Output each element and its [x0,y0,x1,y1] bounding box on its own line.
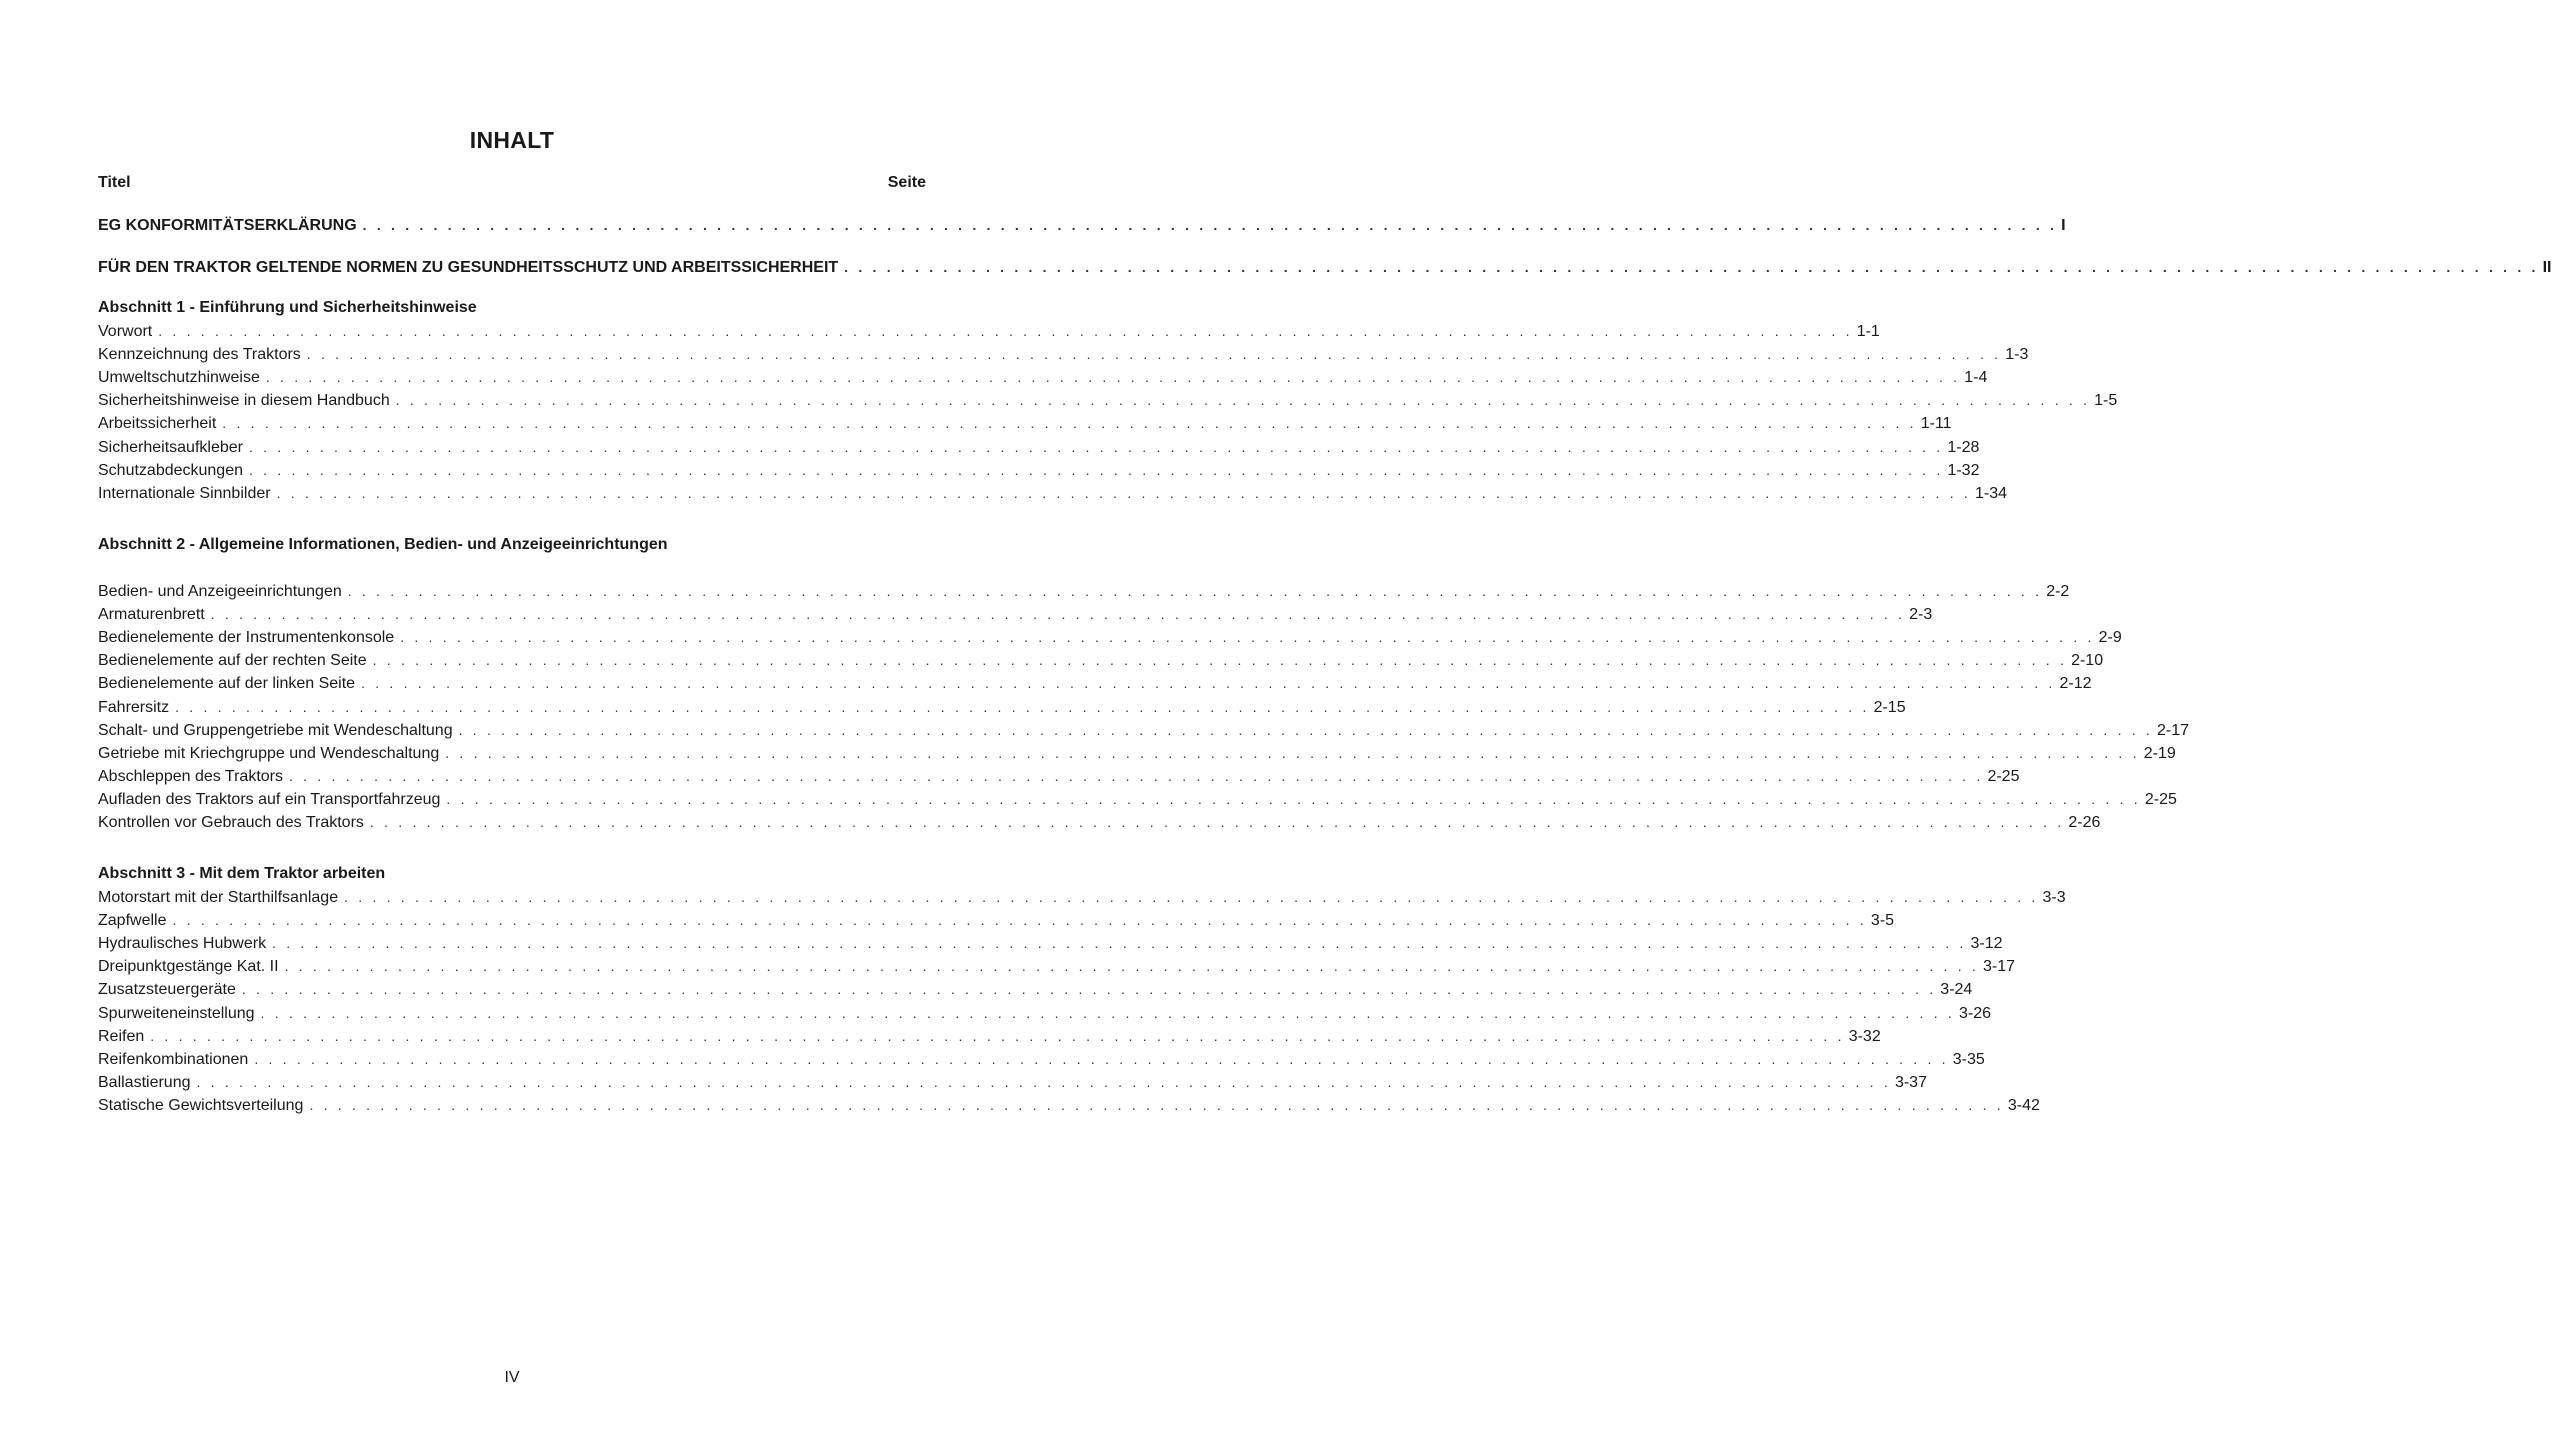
dot-leader: . . . . . . . . . . . . . . . . . . . . . . . . . . . . . . . . . . . . . . . . . . . . . . . . . . . . . . . . . . . . . . . . . . . . . . . . . . . . . . . . . . . . . . . . . . . . . . . . . . . . . . . . . . . . . . . . . . . . . . . . [400,629,2095,645]
dot-leader: . . . . . . . . . . . . . . . . . . . . . . . . . . . . . . . . . . . . . . . . . . . . . . . . . . . . . . . . . . . . . . . . . . . . . . . . . . . . . . . . . . . . . . . . . . . . . . . . . . . . . . . . . . . . . . . . . . . . . . . . [362,217,2058,233]
dot-leader: . . . . . . . . . . . . . . . . . . . . . . . . . . . . . . . . . . . . . . . . . . . . . . . . . . . . . . . . . . . . . . . . . . . . . . . . . . . . . . . . . . . . . . . . . . . . . . . . . . . . . . . . . . . . . . . . . . . . . . . . [265,369,1961,385]
toc-entry[interactable] [98,811,2101,833]
toc-entry-label: Zusatzsteuergeräte [98,981,236,998]
toc-entry-page: 3-17 [1983,958,2016,975]
toc-entry-page: 2-9 [2098,629,2122,646]
toc-entry[interactable] [98,932,2003,954]
toc-entry[interactable] [98,482,2008,504]
dot-leader: . . . . . . . . . . . . . . . . . . . . . . . . . . . . . . . . . . . . . . . . . . . . . . . . . . . . . . . . . . . . . . . . . . . . . . . . . . . . . . . . . . . . . . . . . . . . . . . . . . . . . . . . . . . . . . . . . . . . . . . . [158,323,1853,339]
toc-entry-label: Abschleppen des Traktors [98,768,283,785]
toc-entry[interactable] [98,649,2104,671]
toc-entry[interactable] [98,580,2070,602]
toc-entry[interactable] [98,1048,1985,1070]
toc-entry-page: 1-5 [2094,392,2118,409]
toc-entry-label: Getriebe mit Kriechgruppe und Wendeschaltung [98,745,440,762]
dot-leader: . . . . . . . . . . . . . . . . . . . . . . . . . . . . . . . . . . . . . . . . . . . . . . . . . . . . . . . . . . . . . . . . . . . . . . . . . . . . . . . . . . . . . . . . . . . . . . . . . . . . . . . . . . . . . . . . . . . . . . . . [222,415,1917,431]
dot-leader: . . . . . . . . . . . . . . . . . . . . . . . . . . . . . . . . . . . . . . . . . . . . . . . . . . . . . . . . . . . . . . . . . . . . . . . . . . . . . . . . . . . . . . . . . . . . . . . . . . . . . . . . . . . . . . . . . . . . . . . . [172,912,1867,928]
toc-entry-page: 3-3 [2042,889,2066,906]
dot-leader: . . . . . . . . . . . . . . . . . . . . . . . . . . . . . . . . . . . . . . . . . . . . . . . . . . . . . . . . . . . . . . . . . . . . . . . . . . . . . . . . . . . . . . . . . . . . . . . . . . . . . . . . . . . . . . . . . . . . . . . . [248,439,1944,455]
toc-entry[interactable] [98,436,1980,458]
page-title: INHALT [469,127,555,153]
toc-entry-label: Aufladen des Traktors auf ein Transportfahrzeug [98,791,441,808]
toc-entry-label: Hydraulisches Hubwerk [98,935,267,952]
toc-entry-page: 2-12 [2059,675,2092,692]
toc-entry[interactable] [98,909,1895,931]
toc-entry[interactable] [98,765,2020,787]
toc-entry-label: Kennzeichnung des Traktors [98,346,301,363]
dot-leader: . . . . . . . . . . . . . . . . . . . . . . . . . . . . . . . . . . . . . . . . . . . . . . . . . . . . . . . . . . . . . . . . . . . . . . . . . . . . . . . . . . . . . . . . . . . . . . . . . . . . . . . . . . . . . . . . . . . . . . . . [150,1028,1845,1044]
toc-entry-page: 2-25 [1987,768,2020,785]
dot-leader: . . . . . . . . . . . . . . . . . . . . . . . . . . . . . . . . . . . . . . . . . . . . . . . . . . . . . . . . . . . . . . . . . . . . . . . . . . . . . . . . . . . . . . . . . . . . . . . . . . . . . . . . . . . . . . . . . . . . . . . . [844,259,2539,275]
dot-leader: . . . . . . . . . . . . . . . . . . . . . . . . . . . . . . . . . . . . . . . . . . . . . . . . . . . . . . . . . . . . . . . . . . . . . . . . . . . . . . . . . . . . . . . . . . . . . . . . . . . . . . . . . . . . . . . . . . . . . . . . [260,1005,1955,1021]
toc-entry-page: 1-32 [1947,462,1980,479]
toc-entry[interactable] [98,696,1906,718]
toc-entry[interactable] [98,389,2118,411]
toc-entry[interactable] [98,603,1933,625]
toc-entry-page: 2-2 [2046,583,2070,600]
toc-entry-label: Internationale Sinnbilder [98,485,271,502]
column-header-page: Seite [887,174,926,191]
toc-entry-label: Fahrersitz [98,699,170,716]
toc-entry-page: 2-19 [2143,745,2176,762]
toc-entry-page: 1-1 [1856,323,1880,340]
toc-entry-label: Umweltschutzhinweise [98,369,260,386]
toc-entry-page: I [2061,217,2066,234]
dot-leader: . . . . . . . . . . . . . . . . . . . . . . . . . . . . . . . . . . . . . . . . . . . . . . . . . . . . . . . . . . . . . . . . . . . . . . . . . . . . . . . . . . . . . . . . . . . . . . . . . . . . . . . . . . . . . . . . . . . . . . . . [284,958,1979,974]
section-heading: Abschnitt 3 - Mit dem Traktor arbeiten [98,865,386,882]
dot-leader: . . . . . . . . . . . . . . . . . . . . . . . . . . . . . . . . . . . . . . . . . . . . . . . . . . . . . . . . . . . . . . . . . . . . . . . . . . . . . . . . . . . . . . . . . . . . . . . . . . . . . . . . . . . . . . . . . . . . . . . . [309,1097,2004,1113]
dot-leader: . . . . . . . . . . . . . . . . . . . . . . . . . . . . . . . . . . . . . . . . . . . . . . . . . . . . . . . . . . . . . . . . . . . . . . . . . . . . . . . . . . . . . . . . . . . . . . . . . . . . . . . . . . . . . . . . . . . . . . . . [372,652,2068,668]
toc-entry-label: Zapfwelle [98,912,167,929]
toc-entry-page: 3-5 [1870,912,1895,929]
toc-entry-page: 2-26 [2068,814,2101,831]
toc-entry[interactable] [98,672,2092,694]
toc-entry-label: Bedienelemente auf der rechten Seite [98,652,367,669]
toc-entry-label: Ballastierung [98,1074,191,1091]
dot-leader: . . . . . . . . . . . . . . . . . . . . . . . . . . . . . . . . . . . . . . . . . . . . . . . . . . . . . . . . . . . . . . . . . . . . . . . . . . . . . . . . . . . . . . . . . . . . . . . . . . . . . . . . . . . . . . . . . . . . . . . . [306,346,2002,362]
toc-entry-page: 3-42 [2007,1097,2040,1114]
column-header-title: Titel [98,174,131,191]
dot-leader: . . . . . . . . . . . . . . . . . . . . . . . . . . . . . . . . . . . . . . . . . . . . . . . . . . . . . . . . . . . . . . . . . . . . . . . . . . . . . . . . . . . . . . . . . . . . . . . . . . . . . . . . . . . . . . . . . . . . . . . . [361,675,2056,691]
toc-entry-label: Kontrollen vor Gebrauch des Traktors [98,814,364,831]
toc-entry-label: Bedien- und Anzeigeeinrichtungen [98,583,342,600]
dot-leader: . . . . . . . . . . . . . . . . . . . . . . . . . . . . . . . . . . . . . . . . . . . . . . . . . . . . . . . . . . . . . . . . . . . . . . . . . . . . . . . . . . . . . . . . . . . . . . . . . . . . . . . . . . . . . . . . . . . . . . . . [241,981,1937,997]
dot-leader: . . . . . . . . . . . . . . . . . . . . . . . . . . . . . . . . . . . . . . . . . . . . . . . . . . . . . . . . . . . . . . . . . . . . . . . . . . . . . . . . . . . . . . . . . . . . . . . . . . . . . . . . . . . . . . . . . . . . . . . . [347,583,2043,599]
dot-leader: . . . . . . . . . . . . . . . . . . . . . . . . . . . . . . . . . . . . . . . . . . . . . . . . . . . . . . . . . . . . . . . . . . . . . . . . . . . . . . . . . . . . . . . . . . . . . . . . . . . . . . . . . . . . . . . . . . . . . . . . [210,606,1906,622]
toc-entry[interactable] [98,742,2176,764]
dot-leader: . . . . . . . . . . . . . . . . . . . . . . . . . . . . . . . . . . . . . . . . . . . . . . . . . . . . . . . . . . . . . . . . . . . . . . . . . . . . . . . . . . . . . . . . . . . . . . . . . . . . . . . . . . . . . . . . . . . . . . . . [289,768,1984,784]
dot-leader: . . . . . . . . . . . . . . . . . . . . . . . . . . . . . . . . . . . . . . . . . . . . . . . . . . . . . . . . . . . . . . . . . . . . . . . . . . . . . . . . . . . . . . . . . . . . . . . . . . . . . . . . . . . . . . . . . . . . . . . . [272,935,1967,951]
toc-entry[interactable] [98,459,1980,481]
toc-entry[interactable] [98,256,2552,278]
toc-entry-page: 2-25 [2144,791,2177,808]
toc-entry-page: 3-12 [1970,935,2003,952]
toc-entry-label: Bedienelemente der Instrumentenkonsole [98,629,395,646]
toc-entry-page: 3-24 [1940,981,1973,998]
toc-entry[interactable] [98,626,2122,648]
toc-entry[interactable] [98,1002,1992,1024]
toc-entry[interactable] [98,1094,2040,1116]
toc-entry-label: Arbeitssicherheit [98,415,217,432]
toc-entry-page: 3-32 [1848,1028,1881,1045]
toc-entry[interactable] [98,366,1988,388]
toc-entry-label: Spurweiteneinstellung [98,1005,255,1022]
section-heading: Abschnitt 1 - Einführung und Sicherheitshinweise [98,299,477,316]
toc-entry-page: 2-3 [1909,606,1933,623]
toc-entry[interactable] [98,788,2177,810]
dot-leader: . . . . . . . . . . . . . . . . . . . . . . . . . . . . . . . . . . . . . . . . . . . . . . . . . . . . . . . . . . . . . . . . . . . . . . . . . . . . . . . . . . . . . . . . . . . . . . . . . . . . . . . . . . . . . . . . . . . . . . . . [344,889,2039,905]
toc-entry-label: Armaturenbrett [98,606,205,623]
toc-entry[interactable] [98,886,2066,908]
toc-entry-page: 2-10 [2071,652,2104,669]
dot-leader: . . . . . . . . . . . . . . . . . . . . . . . . . . . . . . . . . . . . . . . . . . . . . . . . . . . . . . . . . . . . . . . . . . . . . . . . . . . . . . . . . . . . . . . . . . . . . . . . . . . . . . . . . . . . . . . . . . . . . . . . [458,722,2154,738]
toc-entry-page: II [2542,259,2552,276]
toc-entry-label: Dreipunktgestänge Kat. II [98,958,279,975]
toc-entry-label: Statische Gewichtsverteilung [98,1097,304,1114]
toc-entry-label: FÜR DEN TRAKTOR GELTENDE NORMEN ZU GESUNDHEITSSCHUTZ UND ARBEITSSICHERHEIT [98,259,839,276]
toc-entry[interactable] [98,214,2066,236]
toc-entry-label: Bedienelemente auf der linken Seite [98,675,356,692]
toc-entry[interactable] [98,978,1973,1000]
toc-entry[interactable] [98,412,1952,434]
dot-leader: . . . . . . . . . . . . . . . . . . . . . . . . . . . . . . . . . . . . . . . . . . . . . . . . . . . . . . . . . . . . . . . . . . . . . . . . . . . . . . . . . . . . . . . . . . . . . . . . . . . . . . . . . . . . . . . . . . . . . . . . [445,745,2140,761]
toc-entry-page: 1-34 [1975,485,2008,502]
toc-entry-label: Vorwort [98,323,153,340]
column-header [98,174,926,196]
dot-leader: . . . . . . . . . . . . . . . . . . . . . . . . . . . . . . . . . . . . . . . . . . . . . . . . . . . . . . . . . . . . . . . . . . . . . . . . . . . . . . . . . . . . . . . . . . . . . . . . . . . . . . . . . . . . . . . . . . . . . . . . [369,814,2065,830]
dot-leader: . . . . . . . . . . . . . . . . . . . . . . . . . . . . . . . . . . . . . . . . . . . . . . . . . . . . . . . . . . . . . . . . . . . . . . . . . . . . . . . . . . . . . . . . . . . . . . . . . . . . . . . . . . . . . . . . . . . . . . . . [175,699,1870,715]
toc-entry[interactable] [98,343,2029,365]
dot-leader: . . . . . . . . . . . . . . . . . . . . . . . . . . . . . . . . . . . . . . . . . . . . . . . . . . . . . . . . . . . . . . . . . . . . . . . . . . . . . . . . . . . . . . . . . . . . . . . . . . . . . . . . . . . . . . . . . . . . . . . . [249,462,1944,478]
toc-entry-page: 1-28 [1947,439,1980,456]
toc-entry-label: Sicherheitsaufkleber [98,439,243,456]
toc-entry-page: 3-26 [1958,1005,1992,1022]
toc-entry-page: 2-17 [2157,722,2190,739]
dot-leader: . . . . . . . . . . . . . . . . . . . . . . . . . . . . . . . . . . . . . . . . . . . . . . . . . . . . . . . . . . . . . . . . . . . . . . . . . . . . . . . . . . . . . . . . . . . . . . . . . . . . . . . . . . . . . . . . . . . . . . . . [395,392,2091,408]
toc-entry-page: 1-11 [1920,415,1952,432]
dot-leader: . . . . . . . . . . . . . . . . . . . . . . . . . . . . . . . . . . . . . . . . . . . . . . . . . . . . . . . . . . . . . . . . . . . . . . . . . . . . . . . . . . . . . . . . . . . . . . . . . . . . . . . . . . . . . . . . . . . . . . . . [196,1074,1891,1090]
section-heading: Abschnitt 2 - Allgemeine Informationen, Bedien- und Anzeigeeinrichtungen [98,536,668,553]
toc-entry-label: Motorstart mit der Starthilfsanlage [98,889,339,906]
toc-entry-label: Schutzabdeckungen [98,462,243,479]
toc-entry[interactable] [98,719,2190,741]
toc-entry-label: EG KONFORMITÄTSERKLÄRUNG [98,217,357,234]
dot-leader: . . . . . . . . . . . . . . . . . . . . . . . . . . . . . . . . . . . . . . . . . . . . . . . . . . . . . . . . . . . . . . . . . . . . . . . . . . . . . . . . . . . . . . . . . . . . . . . . . . . . . . . . . . . . . . . . . . . . . . . . [276,485,1971,501]
toc-entry-label: Sicherheitshinweise in diesem Handbuch [98,392,390,409]
toc-entry-page: 2-15 [1873,699,1906,716]
toc-entry[interactable] [98,1025,1881,1047]
page-number: IV [504,1369,520,1386]
toc-entry-page: 1-4 [1964,369,1988,386]
toc-entry-page: 1-3 [2005,346,2029,363]
dot-leader: . . . . . . . . . . . . . . . . . . . . . . . . . . . . . . . . . . . . . . . . . . . . . . . . . . . . . . . . . . . . . . . . . . . . . . . . . . . . . . . . . . . . . . . . . . . . . . . . . . . . . . . . . . . . . . . . . . . . . . . . [446,791,2141,807]
toc-entry-label: Schalt- und Gruppengetriebe mit Wendeschaltung [98,722,453,739]
toc-entry-label: Reifenkombinationen [98,1051,249,1068]
toc-entry-page: 3-35 [1952,1051,1985,1068]
toc-entry-page: 3-37 [1894,1074,1927,1091]
dot-leader: . . . . . . . . . . . . . . . . . . . . . . . . . . . . . . . . . . . . . . . . . . . . . . . . . . . . . . . . . . . . . . . . . . . . . . . . . . . . . . . . . . . . . . . . . . . . . . . . . . . . . . . . . . . . . . . . . . . . . . . . [254,1051,1949,1067]
toc-entry[interactable] [98,955,2016,977]
toc-entry-label: Reifen [98,1028,145,1045]
toc-entry[interactable] [98,1071,1927,1093]
toc-entry[interactable] [98,320,1880,342]
